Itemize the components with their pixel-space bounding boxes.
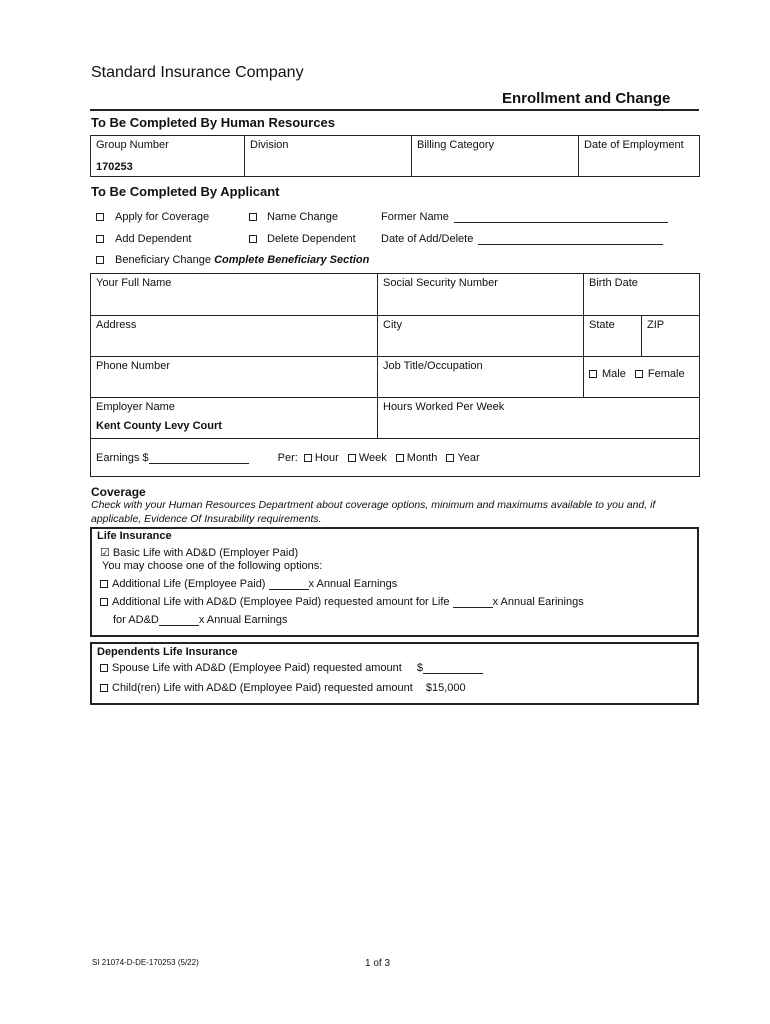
address-label: Address <box>96 319 137 331</box>
male-option[interactable] <box>589 368 626 380</box>
date-add-delete-line[interactable] <box>478 233 663 245</box>
year-label: Year <box>457 451 480 464</box>
beneficiary-change-option[interactable] <box>96 254 369 266</box>
phone-label: Phone Number <box>96 360 170 372</box>
billing-category-label: Billing Category <box>417 139 495 151</box>
spouse-amount-line[interactable] <box>423 662 483 674</box>
city-label: City <box>383 319 402 331</box>
earnings-label: Earnings $ <box>96 451 149 464</box>
form-title: Enrollment and Change <box>502 90 671 107</box>
children-life-option[interactable] <box>100 682 466 694</box>
beneficiary-change-label: Beneficiary Change <box>115 254 212 266</box>
coverage-note-line1: Check with your Human Resources Department about coverage options, minimum and maximums available to you and, if <box>91 499 656 511</box>
hour-label: Hour <box>314 451 339 464</box>
year-option[interactable] <box>446 452 479 464</box>
name-change-option[interactable] <box>249 211 338 223</box>
choose-one-text: You may choose one of the following options: <box>102 560 323 572</box>
hour-checkbox[interactable] <box>304 454 312 462</box>
dependents-life-title: Dependents Life Insurance <box>97 646 238 658</box>
title-divider <box>90 109 699 111</box>
female-checkbox[interactable] <box>635 370 643 378</box>
additional-life-add-label: Additional Life with AD&D (Employee Paid) requested amount for Life <box>112 596 450 608</box>
life-multiplier-line[interactable] <box>453 596 493 608</box>
apply-for-coverage-label: Apply for Coverage <box>115 211 210 223</box>
delete-dependent-option[interactable] <box>249 233 356 245</box>
add-dependent-label: Add Dependent <box>115 233 192 245</box>
add-multiplier-line[interactable] <box>159 614 199 626</box>
job-title-label: Job Title/Occupation <box>383 360 483 372</box>
ssn-field[interactable] <box>378 274 584 316</box>
life-insurance-title: Life Insurance <box>97 530 172 542</box>
page-number: 1 of 3 <box>365 958 391 969</box>
division-field[interactable] <box>245 136 412 177</box>
spouse-currency: $ <box>416 662 424 674</box>
children-amount: $15,000 <box>425 682 466 694</box>
applicant-section-heading: To Be Completed By Applicant <box>91 184 280 199</box>
city-field[interactable] <box>378 316 584 357</box>
additional-life-label: Additional Life (Employee Paid) <box>112 578 266 590</box>
basic-life-label: Basic Life with AD&D (Employer Paid) <box>112 547 299 559</box>
group-number-field[interactable] <box>91 136 245 177</box>
ssn-label: Social Security Number <box>383 277 498 289</box>
male-label: Male <box>602 368 626 380</box>
employer-field[interactable] <box>91 398 378 439</box>
employer-value: Kent County Levy Court <box>96 420 222 432</box>
delete-dependent-label: Delete Dependent <box>267 233 356 245</box>
apply-for-coverage-option[interactable] <box>96 211 209 223</box>
dependents-life-box <box>90 642 699 705</box>
additional-life-multiplier-line[interactable] <box>269 578 309 590</box>
hr-fields-table <box>90 135 700 177</box>
month-label: Month <box>406 451 438 464</box>
former-name-field[interactable] <box>381 211 668 223</box>
coverage-note-line2: applicable, Evidence Of Insurability requirements. <box>91 513 322 525</box>
earnings-row <box>91 439 700 477</box>
birth-date-label: Birth Date <box>589 277 638 289</box>
applicant-fields-table <box>90 273 700 477</box>
additional-life-add-option[interactable] <box>100 596 584 608</box>
beneficiary-change-checkbox[interactable] <box>96 256 104 264</box>
add-dependent-option[interactable] <box>96 233 191 245</box>
former-name-line[interactable] <box>454 211 668 223</box>
basic-life-checked-icon[interactable]: ☑ <box>100 547 110 559</box>
billing-category-field[interactable] <box>412 136 579 177</box>
former-name-label: Former Name <box>381 211 449 223</box>
employer-label: Employer Name <box>96 401 175 413</box>
hour-option[interactable] <box>301 452 339 464</box>
per-label: Per: <box>277 451 298 464</box>
group-number-label: Group Number <box>96 139 169 151</box>
additional-life-add-checkbox[interactable] <box>100 598 108 606</box>
zip-field[interactable] <box>642 316 700 357</box>
state-label: State <box>589 319 615 331</box>
month-option[interactable] <box>396 452 438 464</box>
gender-field <box>584 357 700 398</box>
job-title-field[interactable] <box>378 357 584 398</box>
additional-life-option[interactable] <box>100 578 397 590</box>
full-name-field[interactable] <box>91 274 378 316</box>
children-life-checkbox[interactable] <box>100 684 108 692</box>
company-name: Standard Insurance Company <box>91 64 304 81</box>
name-change-checkbox[interactable] <box>249 213 257 221</box>
add-dependent-checkbox[interactable] <box>96 235 104 243</box>
birth-date-field[interactable] <box>584 274 700 316</box>
life-insurance-box <box>90 527 699 637</box>
group-number-value: 170253 <box>96 161 133 173</box>
spouse-life-label: Spouse Life with AD&D (Employee Paid) requested amount <box>112 662 402 674</box>
male-checkbox[interactable] <box>589 370 597 378</box>
coverage-heading: Coverage <box>91 485 146 499</box>
additional-life-x-annual: x Annual Earnings <box>308 578 398 590</box>
date-of-employment-field[interactable] <box>579 136 700 177</box>
month-checkbox[interactable] <box>396 454 404 462</box>
name-change-label: Name Change <box>267 211 338 223</box>
hours-field[interactable] <box>378 398 700 439</box>
spouse-life-checkbox[interactable] <box>100 664 108 672</box>
children-life-label: Child(ren) Life with AD&D (Employee Paid) requested amount <box>112 682 413 694</box>
basic-life-option[interactable] <box>100 546 298 559</box>
hours-label: Hours Worked Per Week <box>383 401 505 413</box>
phone-field[interactable] <box>91 357 378 398</box>
division-label: Division <box>250 139 289 151</box>
earnings-input-line[interactable] <box>149 452 249 464</box>
full-name-label: Your Full Name <box>96 277 172 289</box>
for-add-label: for AD&D <box>113 614 159 626</box>
additional-life-checkbox[interactable] <box>100 580 108 588</box>
date-add-delete-label: Date of Add/Delete <box>381 233 474 245</box>
date-add-delete-field[interactable] <box>381 233 663 245</box>
delete-dependent-checkbox[interactable] <box>249 235 257 243</box>
add-amount-row <box>113 614 288 626</box>
week-checkbox[interactable] <box>348 454 356 462</box>
week-option[interactable] <box>348 452 387 464</box>
hr-section-heading: To Be Completed By Human Resources <box>91 115 335 130</box>
apply-for-coverage-checkbox[interactable] <box>96 213 104 221</box>
year-checkbox[interactable] <box>446 454 454 462</box>
beneficiary-note: Complete Beneficiary Section <box>214 254 370 266</box>
state-field[interactable] <box>584 316 642 357</box>
female-label: Female <box>647 368 685 380</box>
zip-label: ZIP <box>647 319 665 331</box>
add-x-annual: x Annual Earnings <box>198 614 288 626</box>
address-field[interactable] <box>91 316 378 357</box>
date-of-employment-label: Date of Employment <box>584 139 684 151</box>
form-code: SI 21074-D-DE-170253 (5/22) <box>92 958 199 967</box>
week-label: Week <box>358 451 387 464</box>
life-x-annual: x Annual Earinings <box>492 596 584 608</box>
female-option[interactable] <box>635 368 685 380</box>
spouse-life-option[interactable] <box>100 662 483 674</box>
